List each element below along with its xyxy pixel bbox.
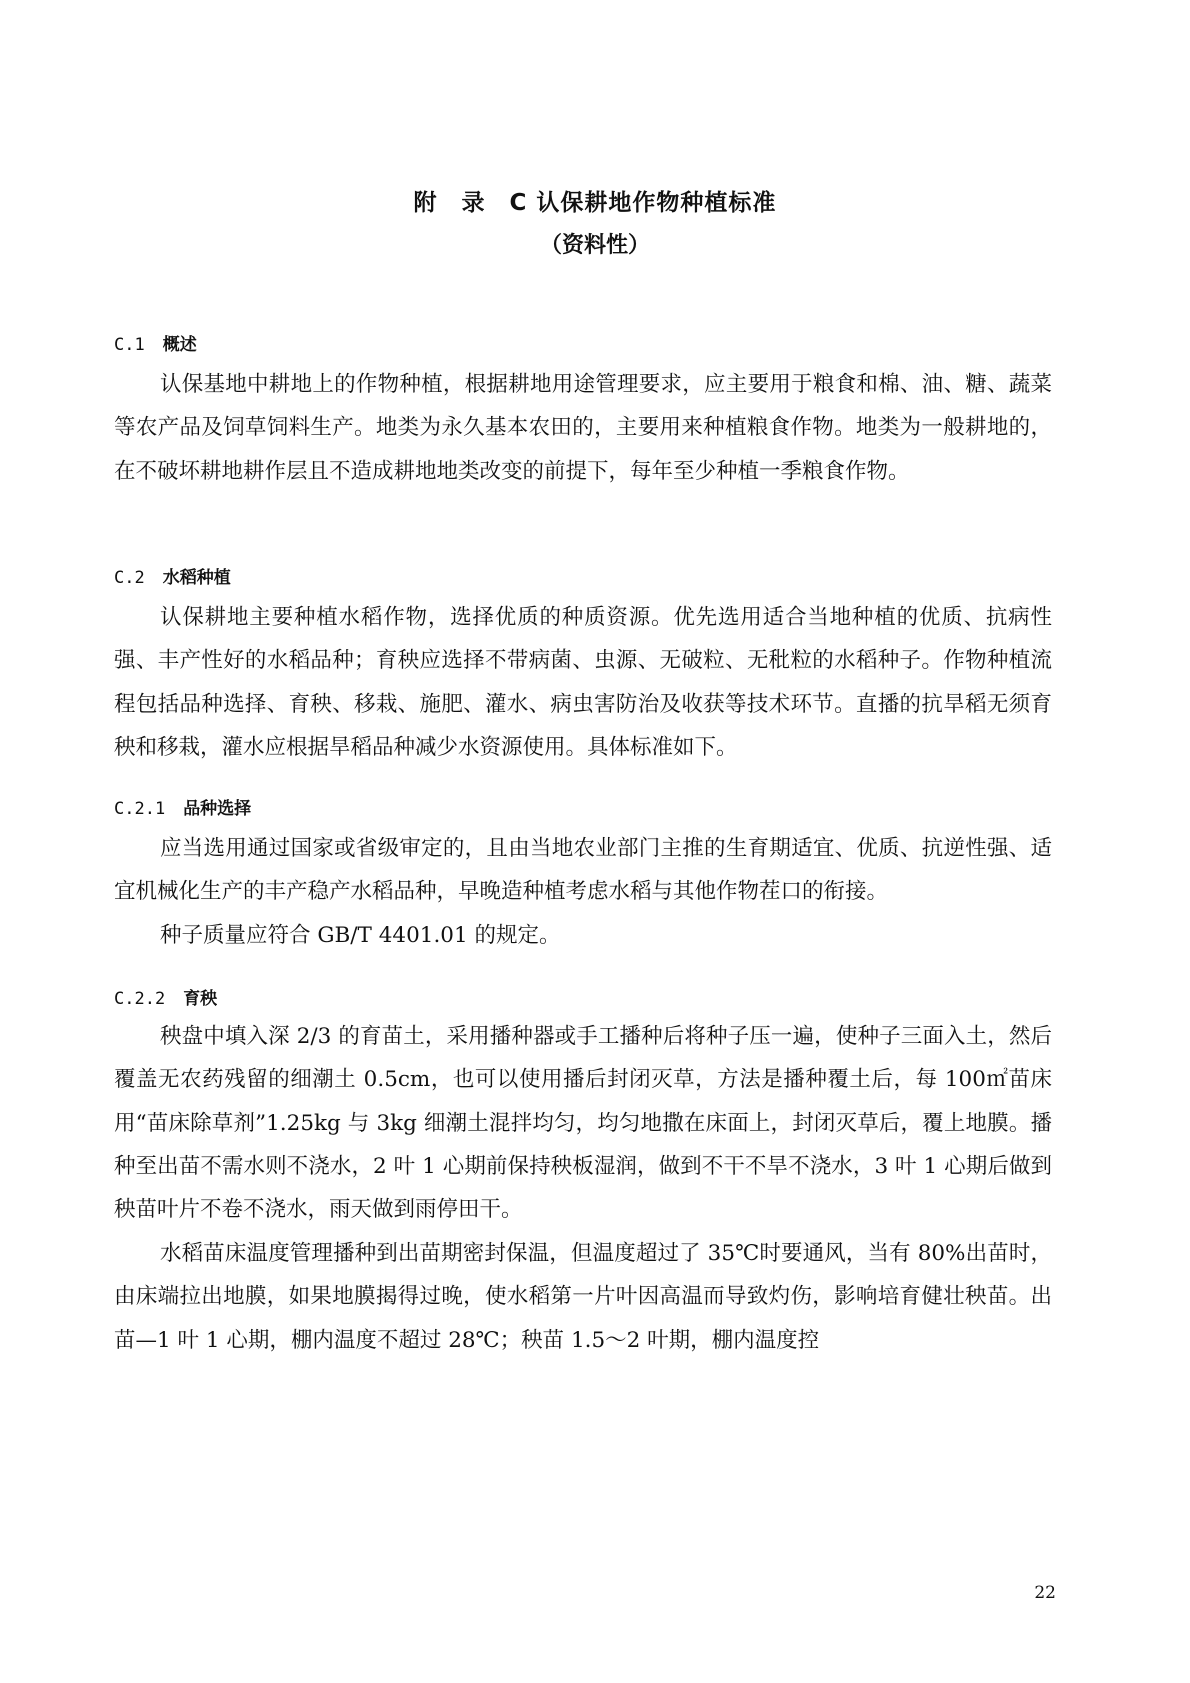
section-title: 育秧	[183, 989, 218, 1009]
appendix-title: 附 录 C 认保耕地作物种植标准	[413, 190, 777, 216]
paragraph-c1-1: 认保基地中耕地上的作物种植，根据耕地用途管理要求，应主要用于粮食和棉、油、糖、蔬菜等农产品及饲草饲料生产。地类为永久基本农田的，主要用来种植粮食作物。地类为一般耕地的，在不破坏耕地耕作层且不造成耕地地类改变的前提下，每年至少种植一季粮食作物。	[114, 372, 1052, 484]
paragraph-c2-1-1: 应当选用通过国家或省级审定的，且由当地农业部门主推的生育期适宜、优质、抗逆性强、适宜机械化生产的丰产稳产水稻品种，早晚造种植考虑水稻与其他作物茬口的衔接。	[114, 836, 1052, 905]
section-number: C.2.1	[114, 799, 166, 819]
paragraph-c2-2-1: 秧盘中填入深 2/3 的育苗土，采用播种器或手工播种后将种子压一遍，使种子三面入土，然后覆盖无农药残留的细潮土 0.5cm，也可以使用播后封闭灭草，方法是播种覆土后，每 100㎡苗床用“苗床除草剂”1.25kg 与 3kg 细潮土混拌均匀，均匀地撒在床面上，封闭灭草后，覆上地膜。播种至出苗不需水则不浇水，2 叶 1 心期前保持秧板湿润，做到不干不旱不浇水，3 叶 1 心期后做到秧苗叶片不卷不浇水，雨天做到雨停田干。	[114, 1024, 1052, 1223]
section-number: C.1	[114, 335, 145, 355]
section-title: 概述	[162, 335, 197, 355]
paragraph-c2-2-2: 水稻苗床温度管理播种到出苗期密封保温，但温度超过了 35℃时要通风，当有 80%出苗时，由床端拉出地膜，如果地膜揭得过晚，使水稻第一片叶因高温而导致灼伤，影响培育健壮秧苗。出苗—1 叶 1 心期，棚内温度不超过 28℃；秧苗 1.5～2 叶期，棚内温度控	[114, 1241, 1052, 1353]
section-number: C.2.2	[114, 989, 166, 1009]
section-heading-c2-2	[114, 984, 217, 1009]
appendix-subtitle: （资料性）	[539, 233, 650, 258]
page-number: 22	[1034, 1583, 1056, 1603]
section-number: C.2	[114, 568, 145, 588]
section-heading-c1	[114, 330, 197, 355]
paragraph-c2-1-2: 种子质量应符合 GB/T 4401.01 的规定。	[160, 923, 561, 948]
section-heading-c2	[114, 563, 231, 588]
paragraph-c2-1: 认保耕地主要种植水稻作物，选择优质的种质资源。优先选用适合当地种植的优质、抗病性强、丰产性好的水稻品种；育秧应选择不带病菌、虫源、无破粒、无秕粒的水稻种子。作物种植流程包括品种选择、育秧、移栽、施肥、灌水、病虫害防治及收获等技术环节。直播的抗旱稻无须育秧和移栽，灌水应根据旱稻品种减少水资源使用。具体标准如下。	[114, 605, 1052, 760]
section-title: 品种选择	[183, 799, 252, 819]
section-heading-c2-1	[114, 794, 251, 819]
section-title: 水稻种植	[162, 568, 231, 588]
